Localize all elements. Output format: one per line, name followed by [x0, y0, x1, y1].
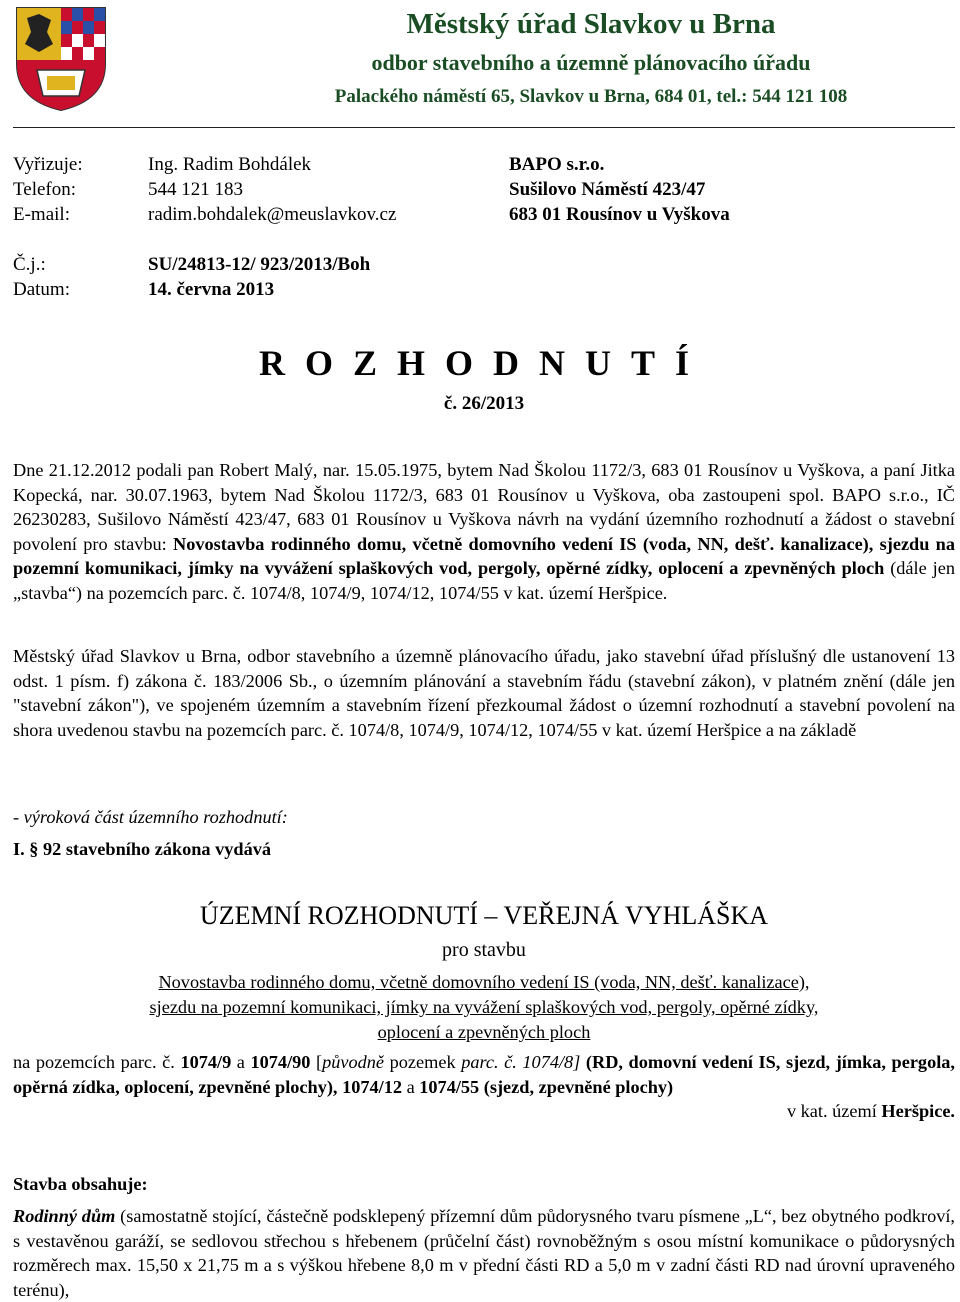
email-label: E-mail:	[13, 204, 70, 225]
application-text: Dne 21.12.2012 podali pan Robert Malý, nar. 15.05.1975, bytem Nad Školou 1172/3, 683 01 Rousínov u Vyškova, a paní Jitka Kopecká, nar. 30.07.1963, bytem Nad Školou 1172/3, 683 01 Rousínov u Vyškova, oba zastoupeni spol. BAPO s.r.o., IČ 26230283, Sušilovo Náměstí 423/47, 683 01 Rousínov u Vyškova návrh na vydání územního rozhodnutí a žádost o stavební povolení pro stavbu:	[13, 460, 955, 554]
application-text-end: (dále jen „stavba“) na pozemcích parc. č. 1074/8, 1074/9, 1074/12, 1074/55 v kat. území Heršpice.	[13, 558, 955, 603]
office-address: Palackého náměstí 65, Slavkov u Brna, 684 01, tel.: 544 121 108	[334, 86, 848, 107]
phone-label: Telefon:	[13, 179, 77, 200]
date-value: 14. června 2013	[148, 279, 275, 300]
date-label: Datum:	[13, 279, 70, 300]
coat-of-arms-logo	[13, 4, 109, 112]
reference-value: SU/24813-12/ 923/2013/Boh	[148, 254, 371, 275]
recipient-city: 683 01 Rousínov u Vyškova	[509, 204, 730, 225]
application-paragraph	[13, 458, 955, 605]
contents-item-title: Rodinný dům	[13, 1206, 116, 1226]
section-title: ÚZEMNÍ ROZHODNUTÍ – VEŘEJNÁ VYHLÁŠKA	[199, 901, 769, 930]
handler-value: Ing. Radim Bohdálek	[148, 154, 312, 175]
plots-and-2: a	[402, 1076, 420, 1097]
header-divider	[13, 127, 955, 128]
office-name: Městský úřad Slavkov u Brna	[406, 8, 776, 40]
plots-text: na pozemcích parc. č.	[13, 1052, 181, 1072]
department-name: odbor stavebního a územně plánovacího úřadu	[371, 50, 811, 75]
plots-original-parcel: parc. č. 1074/8]	[461, 1052, 581, 1072]
recipient-street: Sušilovo Náměstí 423/47	[509, 179, 706, 200]
recipient-name: BAPO s.r.o.	[509, 154, 605, 175]
plot-1074-9: 1074/9	[180, 1052, 232, 1072]
project-description: Novostavba rodinného domu, včetně domovního vedení IS (voda, NN, dešť. kanalizace), sjezdu na pozemní komunikaci, jímky na vyvážení splaškových vod, pergoly, opěrné zídky, oplocení a zpevněných ploch	[13, 533, 955, 578]
plots-contents: (RD, domovní vedení IS, sjezd, jímka, pergola, opěrná zídka, oplocení, zpevněné plochy), 1074/12	[13, 1052, 956, 1097]
phone-value: 544 121 183	[148, 179, 243, 200]
reference-label: Č.j.:	[13, 254, 46, 275]
decision-title: ROZHODNUTÍ	[258, 343, 710, 383]
project-line-1: Novostavba rodinného domu, včetně domovního vedení IS (voda, NN, dešť. kanalizace),	[158, 972, 810, 992]
project-line-2: sjezdu na pozemní komunikaci, jímky na vyvážení splaškových vod, pergoly, opěrné zídky,	[149, 997, 819, 1017]
cadastral-text: v kat. území	[786, 1101, 882, 1121]
plots-original: původně	[322, 1052, 385, 1072]
cadastral-name: Heršpice.	[881, 1101, 955, 1121]
plot-1074-55: 1074/55 (sjezd, zpevněné plochy)	[419, 1076, 674, 1097]
decision-number: č. 26/2013	[443, 393, 525, 414]
contents-heading: Stavba obsahuje:	[13, 1174, 148, 1194]
handler-label: Vyřizuje:	[13, 154, 83, 175]
cadastral-line	[13, 1099, 955, 1124]
verdict-label: - výroková část územního rozhodnutí:	[13, 807, 288, 827]
plots-and: a	[231, 1052, 251, 1072]
plots-paragraph	[13, 1050, 955, 1099]
contents-item-text: (samostatně stojící, částečně podsklepený přízemní dům půdorysného tvaru písmene „L“, bez obytného podkroví, s vestavěnou garáží, se sedlovou střechou s hřebenem (průčelní část) rovnoběžným s osou místní komunikace o půdorysných rozměrech max. 15,50 x 21,75 m a s výškou hřebene 8,0 m v přední části RD a 5,0 m v zadní části RD nad úrovní upraveného terénu),	[13, 1206, 955, 1300]
authority-text: Městský úřad Slavkov u Brna, odbor stavebního a územně plánovacího úřadu, jako stavební úřad příslušný dle ustanovení 13 odst. 1 písm. f) zákona č. 183/2006 Sb.	[13, 646, 955, 691]
contents-item	[13, 1204, 955, 1302]
section-for: pro stavbu	[442, 939, 526, 961]
verdict-line: I. § 92 stavebního zákona vydává	[13, 839, 272, 859]
authority-text-end: , o územním plánování a stavebním řádu (stavební zákon), v platném znění (dále jen "stavební zákon"), ve spojeném územním a stavebním řízení přezkoumal žádost o územní rozhodnutí a stavební povolení na shora uvedenou stavbu na pozemcích parc. č. 1074/8, 1074/9, 1074/12, 1074/55 v kat. území Heršpice a na základě	[13, 670, 955, 740]
plots-bracket: [	[310, 1052, 323, 1072]
email-value[interactable]: radim.bohdalek@meuslavkov.cz	[148, 204, 397, 225]
authority-paragraph	[13, 644, 955, 742]
plots-pozemek: pozemek	[384, 1052, 462, 1072]
plot-1074-90: 1074/90	[250, 1052, 311, 1072]
project-line-3: oplocení a zpevněných ploch	[377, 1022, 591, 1042]
